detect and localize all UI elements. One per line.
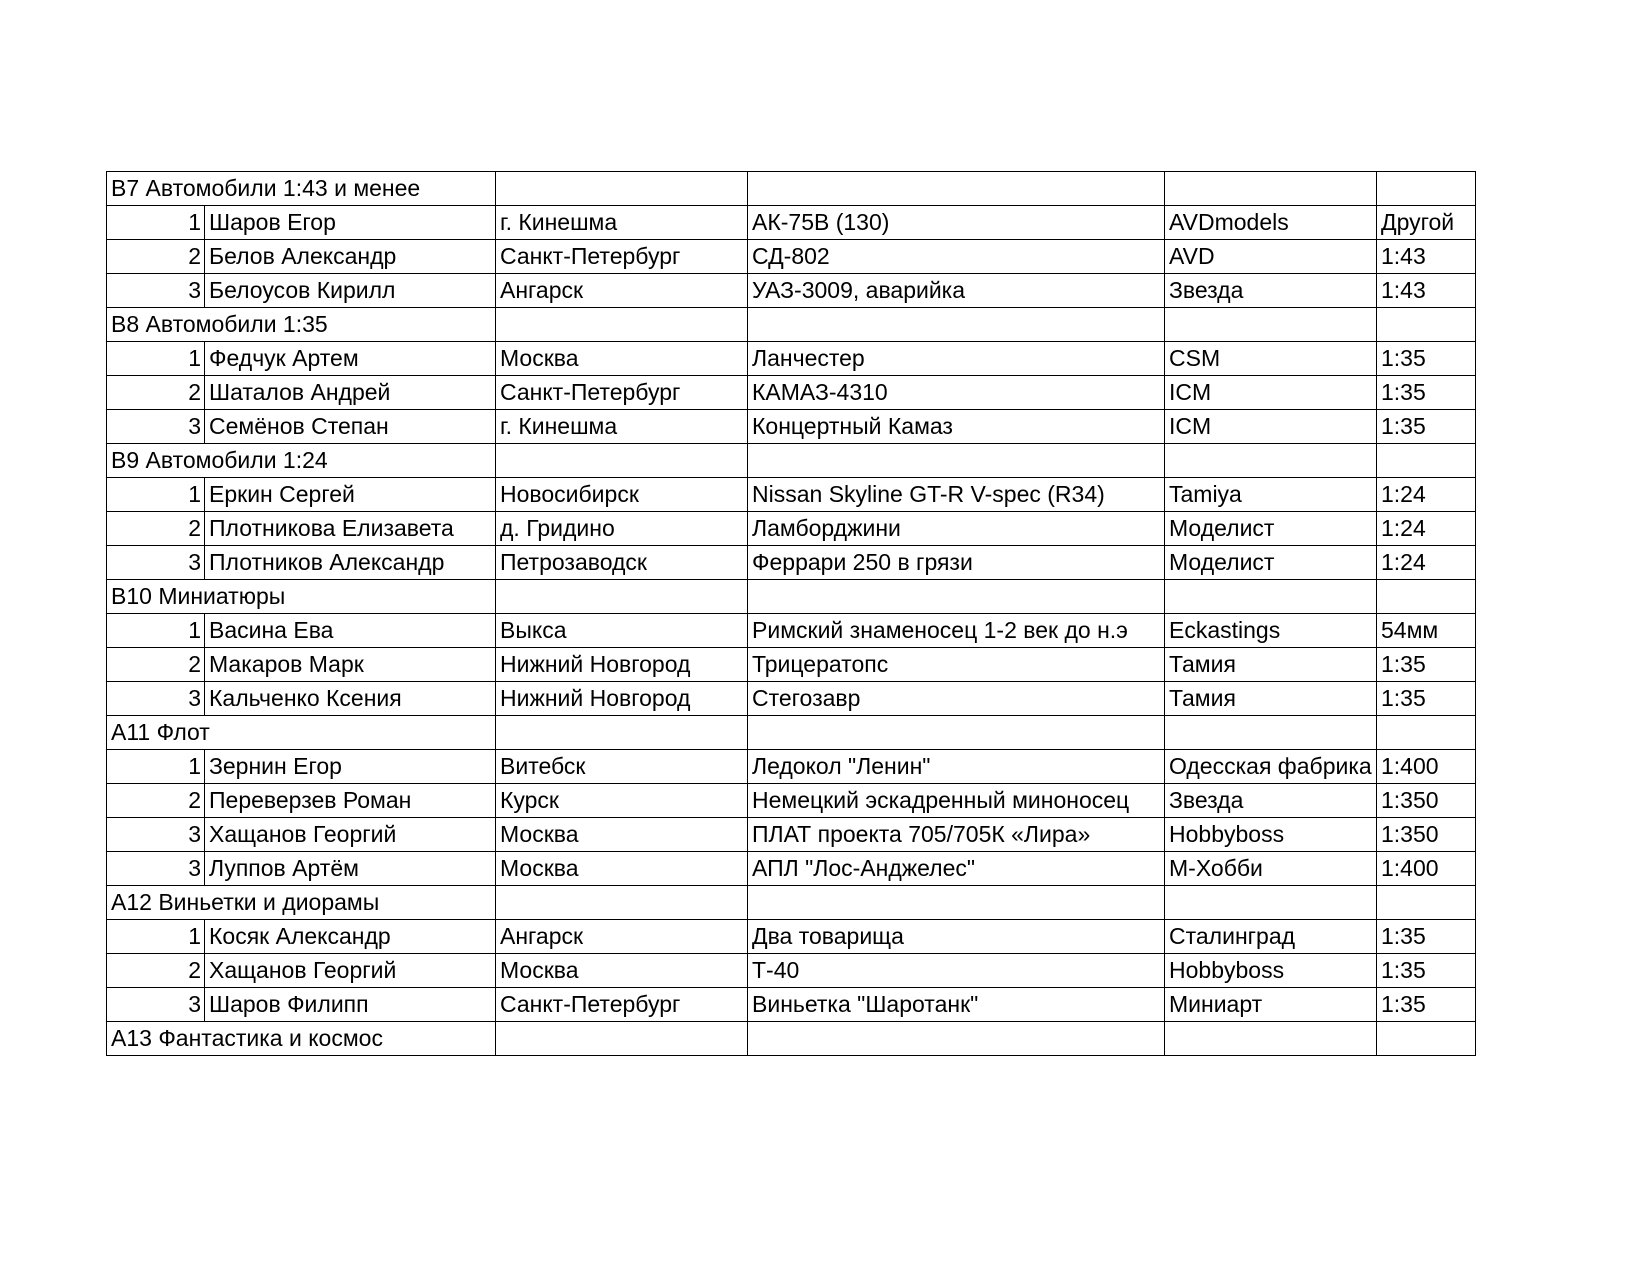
participant-name-cell: Переверзев Роман (205, 784, 496, 818)
model-cell: Немецкий эскадренный миноносец (748, 784, 1165, 818)
section-header-row (107, 308, 1476, 342)
scale-cell: 54мм (1377, 614, 1476, 648)
participant-name-cell: Хащанов Георгий (205, 818, 496, 852)
results-table (106, 171, 1476, 1056)
scale-cell: 1:35 (1377, 920, 1476, 954)
manufacturer-cell: Звезда (1165, 274, 1377, 308)
model-cell: КАМАЗ-4310 (748, 376, 1165, 410)
empty-cell (748, 444, 1165, 478)
empty-cell (1377, 886, 1476, 920)
scale-cell: 1:35 (1377, 648, 1476, 682)
place-cell: 2 (107, 784, 205, 818)
empty-cell (1165, 886, 1377, 920)
scale-cell: 1:35 (1377, 410, 1476, 444)
model-cell: АПЛ "Лос-Анджелес" (748, 852, 1165, 886)
place-cell: 2 (107, 954, 205, 988)
empty-cell (1377, 1022, 1476, 1056)
participant-name-cell: Плотников Александр (205, 546, 496, 580)
table-row (107, 648, 1476, 682)
participant-name-cell: Шаров Филипп (205, 988, 496, 1022)
manufacturer-cell: Звезда (1165, 784, 1377, 818)
empty-cell (1377, 308, 1476, 342)
manufacturer-cell: Сталинград (1165, 920, 1377, 954)
scale-cell: 1:35 (1377, 342, 1476, 376)
empty-cell (1165, 444, 1377, 478)
model-cell: Два товарища (748, 920, 1165, 954)
city-cell: Санкт-Петербург (496, 376, 748, 410)
empty-cell (496, 886, 748, 920)
manufacturer-cell: Eckastings (1165, 614, 1377, 648)
table-row (107, 512, 1476, 546)
section-title: В9 Автомобили 1:24 (107, 444, 496, 478)
place-cell: 3 (107, 410, 205, 444)
manufacturer-cell: Tamiya (1165, 478, 1377, 512)
place-cell: 2 (107, 240, 205, 274)
empty-cell (496, 308, 748, 342)
table-row (107, 376, 1476, 410)
city-cell: Москва (496, 818, 748, 852)
participant-name-cell: Белов Александр (205, 240, 496, 274)
manufacturer-cell: CSM (1165, 342, 1377, 376)
place-cell: 1 (107, 342, 205, 376)
scale-cell: 1:43 (1377, 274, 1476, 308)
section-title: А11 Флот (107, 716, 496, 750)
scale-cell: 1:43 (1377, 240, 1476, 274)
city-cell: Курск (496, 784, 748, 818)
place-cell: 3 (107, 988, 205, 1022)
table-row (107, 954, 1476, 988)
empty-cell (1165, 716, 1377, 750)
scale-cell: 1:35 (1377, 954, 1476, 988)
place-cell: 2 (107, 512, 205, 546)
model-cell: Трицератопс (748, 648, 1165, 682)
place-cell: 1 (107, 920, 205, 954)
city-cell: Ангарск (496, 274, 748, 308)
section-title: В8 Автомобили 1:35 (107, 308, 496, 342)
scale-cell: 1:400 (1377, 750, 1476, 784)
manufacturer-cell: AVD (1165, 240, 1377, 274)
place-cell: 1 (107, 614, 205, 648)
empty-cell (496, 580, 748, 614)
model-cell: Т-40 (748, 954, 1165, 988)
city-cell: г. Кинешма (496, 410, 748, 444)
empty-cell (748, 308, 1165, 342)
participant-name-cell: Кальченко Ксения (205, 682, 496, 716)
empty-cell (1377, 172, 1476, 206)
city-cell: г. Кинешма (496, 206, 748, 240)
participant-name-cell: Семёнов Степан (205, 410, 496, 444)
manufacturer-cell: Hobbyboss (1165, 818, 1377, 852)
empty-cell (1165, 308, 1377, 342)
model-cell: Стегозавр (748, 682, 1165, 716)
table-row (107, 614, 1476, 648)
city-cell: Петрозаводск (496, 546, 748, 580)
section-header-row (107, 716, 1476, 750)
empty-cell (748, 1022, 1165, 1056)
scale-cell: 1:400 (1377, 852, 1476, 886)
model-cell: ПЛАТ проекта 705/705К «Лира» (748, 818, 1165, 852)
city-cell: Москва (496, 954, 748, 988)
city-cell: Москва (496, 342, 748, 376)
manufacturer-cell: Тамия (1165, 682, 1377, 716)
city-cell: Ангарск (496, 920, 748, 954)
empty-cell (1377, 716, 1476, 750)
place-cell: 3 (107, 682, 205, 716)
place-cell: 3 (107, 852, 205, 886)
manufacturer-cell: Тамия (1165, 648, 1377, 682)
participant-name-cell: Шаров Егор (205, 206, 496, 240)
manufacturer-cell: М-Хобби (1165, 852, 1377, 886)
city-cell: Москва (496, 852, 748, 886)
table-row (107, 206, 1476, 240)
place-cell: 1 (107, 206, 205, 240)
section-title: В10 Миниатюры (107, 580, 496, 614)
empty-cell (748, 580, 1165, 614)
empty-cell (748, 172, 1165, 206)
place-cell: 2 (107, 376, 205, 410)
place-cell: 3 (107, 818, 205, 852)
model-cell: УАЗ-3009, аварийка (748, 274, 1165, 308)
model-cell: Ламборджини (748, 512, 1165, 546)
model-cell: Концертный Камаз (748, 410, 1165, 444)
participant-name-cell: Макаров Марк (205, 648, 496, 682)
empty-cell (1377, 444, 1476, 478)
section-header-row (107, 172, 1476, 206)
scale-cell: 1:350 (1377, 784, 1476, 818)
manufacturer-cell: Моделист (1165, 512, 1377, 546)
participant-name-cell: Васина Ева (205, 614, 496, 648)
participant-name-cell: Еркин Сергей (205, 478, 496, 512)
table-row (107, 852, 1476, 886)
table-row (107, 546, 1476, 580)
participant-name-cell: Шаталов Андрей (205, 376, 496, 410)
empty-cell (1377, 580, 1476, 614)
city-cell: Санкт-Петербург (496, 240, 748, 274)
table-row (107, 682, 1476, 716)
empty-cell (748, 886, 1165, 920)
section-header-row (107, 1022, 1476, 1056)
table-row (107, 988, 1476, 1022)
participant-name-cell: Федчук Артем (205, 342, 496, 376)
place-cell: 1 (107, 750, 205, 784)
place-cell: 3 (107, 546, 205, 580)
section-header-row (107, 580, 1476, 614)
scale-cell: 1:350 (1377, 818, 1476, 852)
model-cell: Ледокол "Ленин" (748, 750, 1165, 784)
manufacturer-cell: Hobbyboss (1165, 954, 1377, 988)
model-cell: Виньетка "Шаротанк" (748, 988, 1165, 1022)
table-row (107, 920, 1476, 954)
city-cell: Выкса (496, 614, 748, 648)
manufacturer-cell: ICM (1165, 410, 1377, 444)
section-header-row (107, 444, 1476, 478)
section-title: А12 Виньетки и диорамы (107, 886, 496, 920)
table-row (107, 478, 1476, 512)
scale-cell: Другой (1377, 206, 1476, 240)
scale-cell: 1:35 (1377, 682, 1476, 716)
place-cell: 1 (107, 478, 205, 512)
participant-name-cell: Плотникова Елизавета (205, 512, 496, 546)
empty-cell (748, 716, 1165, 750)
city-cell: Новосибирск (496, 478, 748, 512)
empty-cell (496, 444, 748, 478)
table-row (107, 342, 1476, 376)
table-row (107, 750, 1476, 784)
scale-cell: 1:35 (1377, 988, 1476, 1022)
table-row (107, 274, 1476, 308)
empty-cell (496, 172, 748, 206)
results-body (107, 172, 1476, 1056)
manufacturer-cell: ICM (1165, 376, 1377, 410)
section-title: В7 Автомобили 1:43 и менее (107, 172, 496, 206)
table-row (107, 784, 1476, 818)
manufacturer-cell: Миниарт (1165, 988, 1377, 1022)
scale-cell: 1:24 (1377, 546, 1476, 580)
model-cell: СД-802 (748, 240, 1165, 274)
section-title: А13 Фантастика и космос (107, 1022, 496, 1056)
scale-cell: 1:24 (1377, 478, 1476, 512)
table-row (107, 410, 1476, 444)
empty-cell (1165, 1022, 1377, 1056)
city-cell: Нижний Новгород (496, 682, 748, 716)
participant-name-cell: Косяк Александр (205, 920, 496, 954)
table-row (107, 818, 1476, 852)
participant-name-cell: Хащанов Георгий (205, 954, 496, 988)
city-cell: Витебск (496, 750, 748, 784)
model-cell: АК-75В (130) (748, 206, 1165, 240)
city-cell: Нижний Новгород (496, 648, 748, 682)
scale-cell: 1:24 (1377, 512, 1476, 546)
model-cell: Феррари 250 в грязи (748, 546, 1165, 580)
manufacturer-cell: AVDmodels (1165, 206, 1377, 240)
manufacturer-cell: Одесская фабрика (1165, 750, 1377, 784)
manufacturer-cell: Моделист (1165, 546, 1377, 580)
city-cell: Санкт-Петербург (496, 988, 748, 1022)
section-header-row (107, 886, 1476, 920)
table-row (107, 240, 1476, 274)
model-cell: Ланчестер (748, 342, 1165, 376)
participant-name-cell: Луппов Артём (205, 852, 496, 886)
empty-cell (496, 716, 748, 750)
empty-cell (1165, 580, 1377, 614)
participant-name-cell: Белоусов Кирилл (205, 274, 496, 308)
city-cell: д. Гридино (496, 512, 748, 546)
participant-name-cell: Зернин Егор (205, 750, 496, 784)
model-cell: Римский знаменосец 1-2 век до н.э (748, 614, 1165, 648)
scale-cell: 1:35 (1377, 376, 1476, 410)
model-cell: Nissan Skyline GT-R V-spec (R34) (748, 478, 1165, 512)
empty-cell (1165, 172, 1377, 206)
place-cell: 3 (107, 274, 205, 308)
empty-cell (496, 1022, 748, 1056)
place-cell: 2 (107, 648, 205, 682)
